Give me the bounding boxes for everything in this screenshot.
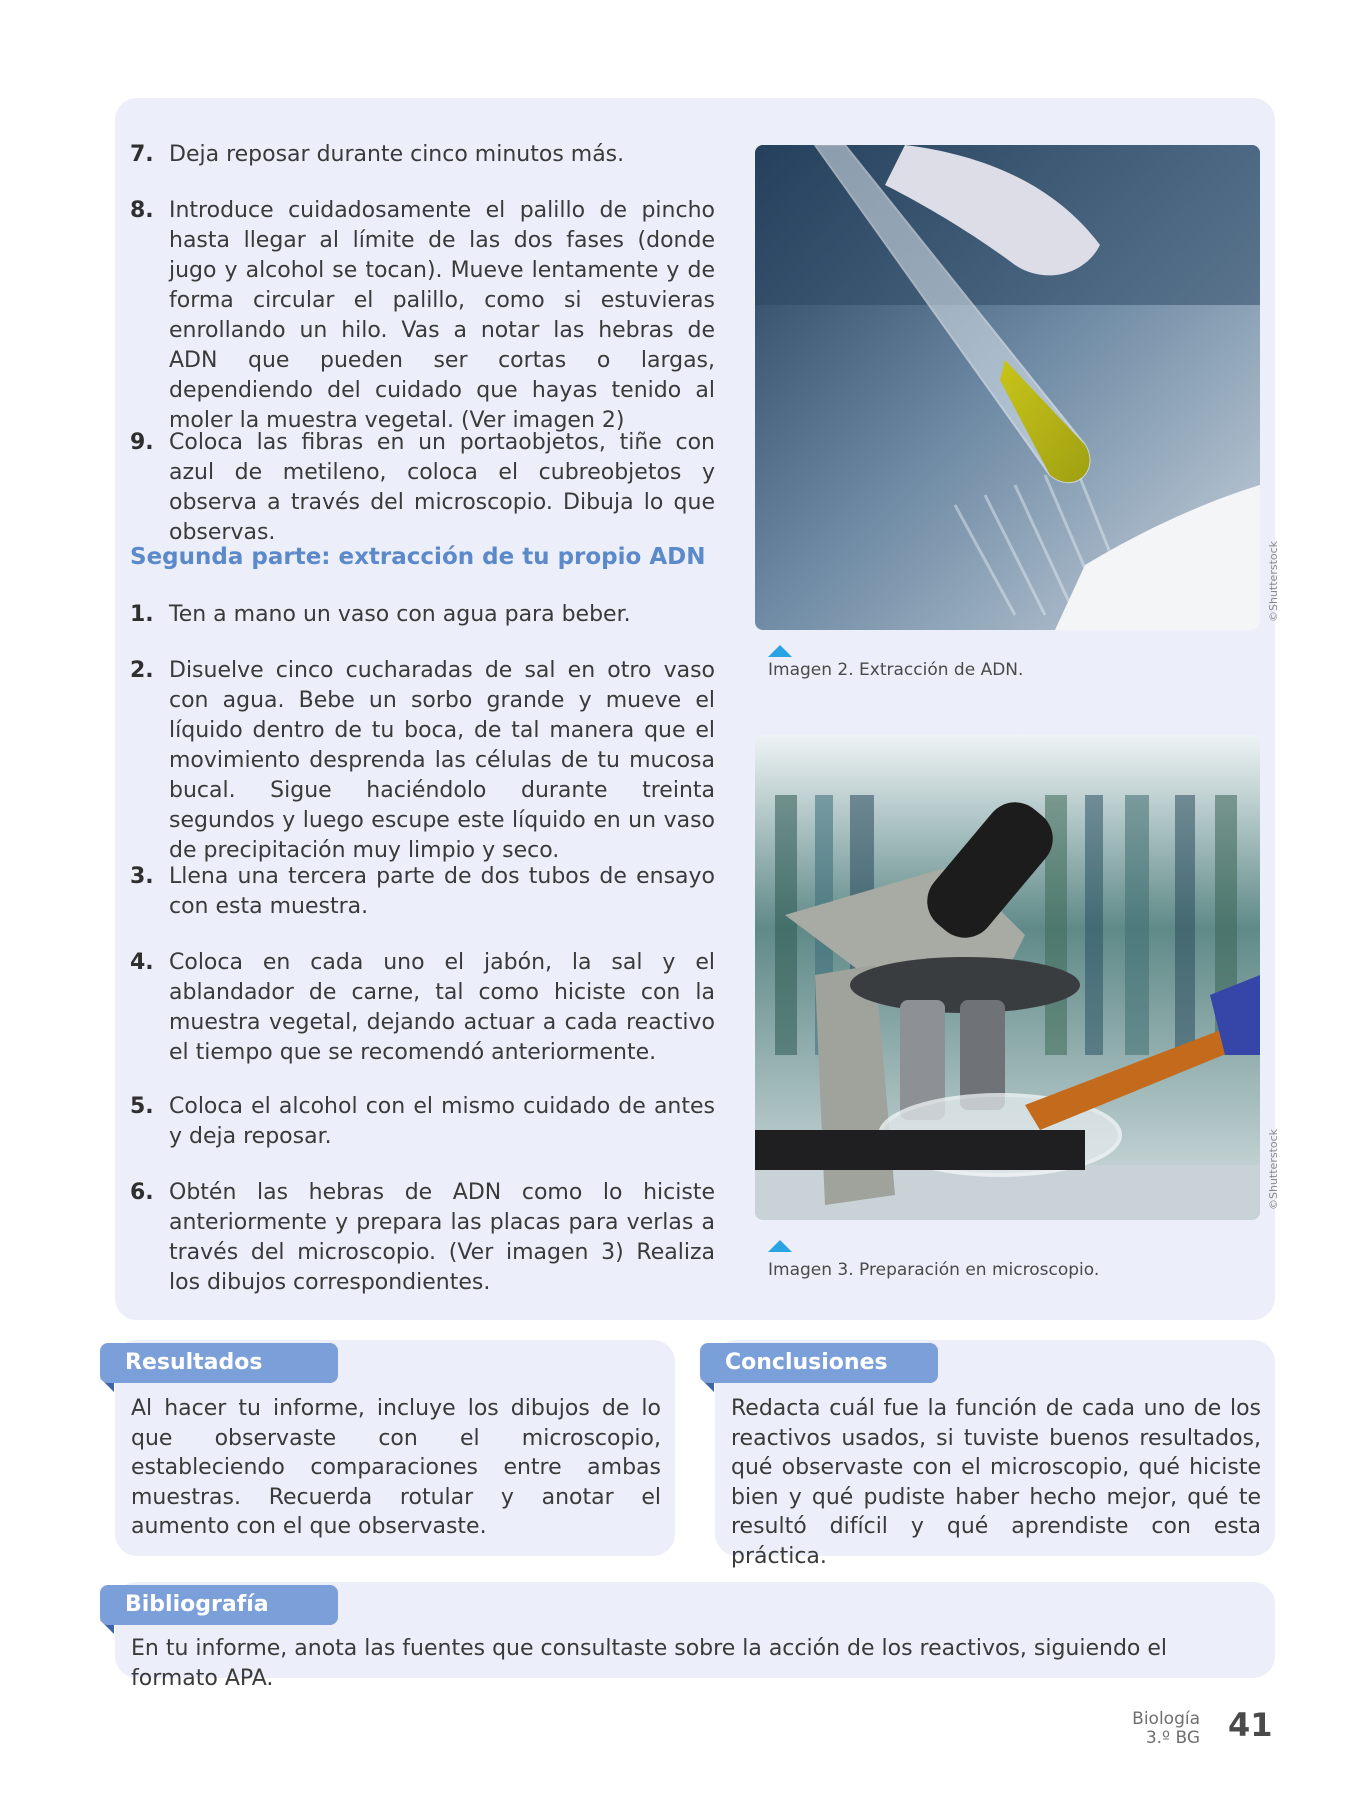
microscope-illustration (755, 735, 1260, 1220)
step-2 (130, 656, 715, 866)
step-6 (130, 1178, 715, 1298)
subject-name: Biología (1132, 1709, 1200, 1729)
conclusions-text: Redacta cuál fue la función de cada uno de los reactivos usados, si tuviste buenos resultados, qué observaste con el microscopio, qué hiciste bien y qué pudiste haber hecho mejor, qué te resultó difícil y qué aprendiste con esta práctica. (731, 1396, 1261, 1569)
step-number: 9. (130, 430, 154, 455)
conclusions-heading: Conclusiones (700, 1343, 938, 1383)
step-number: 2. (130, 658, 154, 683)
image-2-caption: Imagen 2. Extracción de ADN. (768, 660, 1024, 680)
step-text: Ten a mano un vaso con agua para beber. (169, 602, 631, 627)
step-number: 4. (130, 950, 154, 975)
step-text: Deja reposar durante cinco minutos más. (169, 142, 625, 167)
step-number: 8. (130, 198, 154, 223)
photo-credit: ©Shutterstock (1267, 540, 1280, 622)
step-number: 1. (130, 602, 154, 627)
bibliography-heading: Bibliografía (100, 1585, 338, 1625)
microscope-photo (755, 735, 1260, 1220)
caption-marker-icon (768, 1240, 792, 1252)
footer-subject (1132, 1710, 1200, 1748)
step-number: 5. (130, 1094, 154, 1119)
caption-marker-icon (768, 645, 792, 657)
step-7 (130, 140, 715, 170)
image-3-caption: Imagen 3. Preparación en microscopio. (768, 1260, 1100, 1280)
step-text: Obtén las hebras de ADN como lo hiciste anteriormente y prepara las placas para verlas a través del microscopio. (Ver imagen 3) Realiza los dibujos correspondientes. (169, 1180, 715, 1295)
step-1 (130, 600, 715, 630)
step-number: 6. (130, 1180, 154, 1205)
step-number: 7. (130, 142, 154, 167)
page-number: 41 (1228, 1706, 1273, 1744)
bibliography-text: En tu informe, anota las fuentes que consultaste sobre la acción de los reactivos, siguiendo el formato APA. (131, 1636, 1168, 1691)
step-9 (130, 428, 715, 548)
step-number: 3. (130, 864, 154, 889)
grade-level: 3.º BG (1145, 1728, 1200, 1748)
step-text: Coloca en cada uno el jabón, la sal y el ablandador de carne, tal como hiciste con la muestra vegetal, dejando actuar a cada reactivo el tiempo que se recomendó anteriormente. (169, 950, 715, 1065)
photo-credit: ©Shutterstock (1267, 1128, 1280, 1210)
step-text: Llena una tercera parte de dos tubos de ensayo con esta muestra. (169, 864, 715, 919)
results-text: Al hacer tu informe, incluye los dibujos de lo que observaste con el microscopio, estableciendo comparaciones entre ambas muestras. Recuerda rotular y anotar el aumento con el que observaste. (131, 1396, 661, 1539)
step-text: Coloca las fibras en un portaobjetos, tiñe con azul de metileno, coloca el cubreobjetos y observa a través del microscopio. Dibuja lo que observas. (169, 430, 715, 545)
step-5 (130, 1092, 715, 1152)
test-tube-illustration (755, 145, 1260, 630)
dna-extraction-photo (755, 145, 1260, 630)
step-4 (130, 948, 715, 1068)
step-8 (130, 196, 715, 436)
step-text: Introduce cuidadosamente el palillo de pincho hasta llegar al límite de las dos fases (donde jugo y alcohol se tocan). Mueve lentamente y de forma circular el palillo, como si estuvieras enrollando un hilo. Vas a notar las hebras de ADN que pueden ser cortas o largas, dependiendo del cuidado que hayas tenido al moler la muestra vegetal. (Ver imagen 2) (169, 198, 715, 433)
step-3 (130, 862, 715, 922)
section-subtitle: Segunda parte: extracción de tu propio ADN (130, 544, 706, 570)
results-heading: Resultados (100, 1343, 338, 1383)
step-text: Disuelve cinco cucharadas de sal en otro vaso con agua. Bebe un sorbo grande y mueve el líquido dentro de tu boca, de tal manera que el movimiento desprenda las células de tu mucosa bucal. Sigue haciéndolo durante treinta segundos y luego escupe este líquido en un vaso de precipitación muy limpio y seco. (169, 658, 715, 863)
step-text: Coloca el alcohol con el mismo cuidado de antes y deja reposar. (169, 1094, 715, 1149)
